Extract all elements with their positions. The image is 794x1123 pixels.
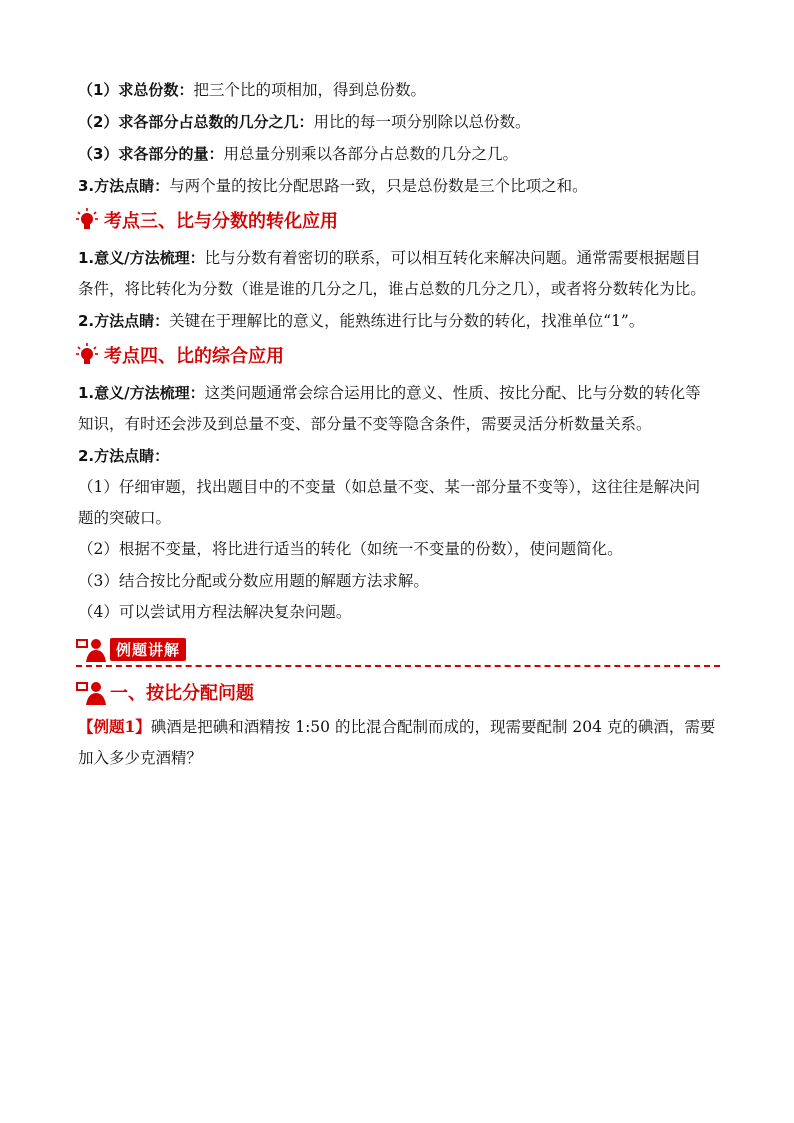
list-item [78,477,700,497]
example-1 [78,717,715,737]
step-2 [78,112,530,132]
list-item [78,571,429,591]
kp4-meaning-text2: 知识，有时还会涉及到总量不变、部分量不变等隐含条件，需要灵活分析数量关系。 [78,415,652,433]
section-heading [76,636,186,662]
list-item-text: （4）可以尝试用方程法解决复杂问题。 [78,603,352,621]
example-1-cont [78,748,202,768]
step-1 [78,80,426,100]
list-item-text: 题的突破口。 [78,509,172,527]
list-item [78,508,171,528]
step-2-label: （2）求各部分占总数的几分之几： [78,113,314,131]
list-item [78,602,351,622]
example-1-text2: 加入多少克酒精？ [78,749,203,767]
kp4-tip [78,446,169,466]
method-tip-label: 3.方法点睛： [78,177,170,195]
kp3-tip [78,311,644,331]
step-3-label: （3）求各部分的量： [78,145,224,163]
kp4-meaning-label: 1.意义/方法梳理： [78,384,205,402]
kp3-title: 考点三、比与分数的转化应用 [104,211,338,232]
method-tip-text: 与两个量的按比分配思路一致，只是总份数是三个比项之和。 [169,177,588,195]
kp4-heading [76,342,284,368]
list-item-text: （1）仔细审题，找出题目中的不变量（如总量不变、某一部分量不变等），这往往是解决问 [78,478,701,496]
example-1-tag: 【例题1】 [78,717,151,736]
list-item [78,539,623,559]
kp3-meaning-label: 1.意义/方法梳理： [78,249,205,267]
teacher-icon [76,679,106,705]
lightbulb-icon [76,343,98,367]
sub1-heading [76,679,254,705]
kp4-meaning-cont [78,414,652,434]
list-item-text: （2）根据不变量，将比进行适当的转化（如统一不变量的份数），使问题简化。 [78,540,623,558]
kp3-meaning [78,248,701,268]
kp3-tip-text: 关键在于理解比的意义，能熟练进行比与分数的转化，找准单位“1”。 [169,312,645,330]
step-3 [78,144,518,164]
kp3-meaning-text: 比与分数有着密切的联系，可以相互转化来解决问题。通常需要根据题目 [204,249,701,267]
section-badge: 例题讲解 [110,638,186,661]
teacher-icon [76,636,106,662]
step-1-label: （1）求总份数： [78,81,194,99]
step-2-text: 用比的每一项分别除以总份数。 [313,113,531,131]
sub1-title: 一、按比分配问题 [110,683,254,704]
example-1-text: 碘酒是把碘和酒精按 1:50 的比混合配制而成的，现需要配制 204 克的碘酒，需要 [150,718,716,736]
kp3-heading [76,207,338,233]
step-1-text: 把三个比的项相加，得到总份数。 [193,81,426,99]
method-tip [78,176,588,196]
kp4-tip-label: 2.方法点睛： [78,447,170,465]
list-item-text: （3）结合按比分配或分数应用题的解题方法求解。 [78,572,429,590]
kp4-meaning-text: 这类问题通常会综合运用比的意义、性质、按比分配、比与分数的转化等 [204,384,701,402]
step-3-text: 用总量分别乘以各部分占总数的几分之几。 [223,145,518,163]
divider [76,665,720,667]
kp4-meaning [78,383,701,403]
lightbulb-icon [76,208,98,232]
kp3-meaning-text2: 条件，将比转化为分数（谁是谁的几分之几，谁占总数的几分之几），或者将分数转化为比。 [78,280,706,298]
kp3-meaning-cont [78,279,706,299]
kp3-tip-label: 2.方法点睛： [78,312,170,330]
kp4-title: 考点四、比的综合应用 [104,346,284,367]
